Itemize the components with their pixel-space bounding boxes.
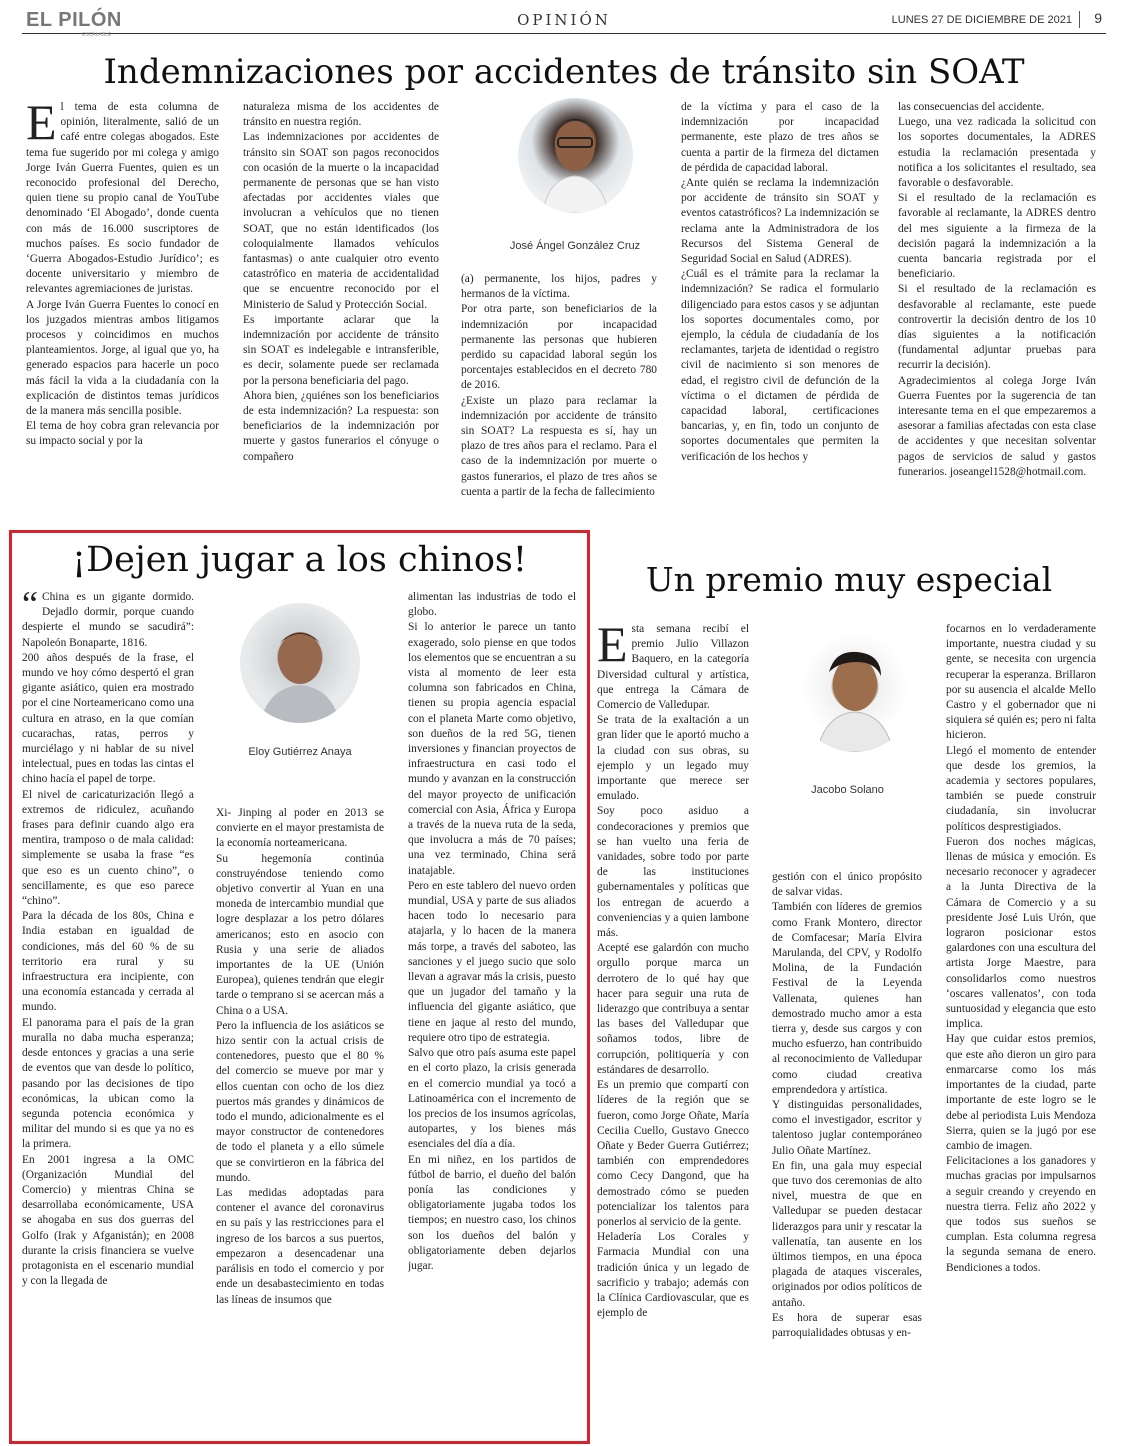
article3-dropcap: E — [597, 622, 628, 672]
article1-title: Indemnizaciones por accidentes de tránsito sin SOAT — [103, 52, 1025, 92]
paragraph: El nivel de caricaturización llegó a extremos de ridiculez, acuñando frases para definir cuando algo era mentira, tramposo o de mala calidad: simplemente se usaba la frase “es que eso es un cuento chino”, o sencillamente, es que eso parece “chino”. — [22, 788, 194, 908]
paragraph: Su hegemonía continúa construyéndose teniendo como objetivo convertir al Yuan en una moneda de intercambio mundial que logre desplazar a los petro dólares americanos; esto en asocio con Rusia y una serie de aliados importantes de la UE (Unión Europea), quienes tendrán que elegir tarde o temprano si se acercan más a China o a USA. — [216, 852, 384, 1017]
paragraph: Las medidas adoptadas para contener el avance del coronavirus en su país y las restricciones para el ingreso de los barcos a sus puertos, empezaron a desencadenar una parálisis en todo el comercio y por ende un desabastecimiento en todas las líneas de insumos que — [216, 1187, 384, 1306]
article2-author: Eloy Gutiérrez Anaya — [248, 746, 352, 758]
page-header — [22, 6, 1106, 38]
article1-column-4 — [681, 100, 879, 522]
issue-date: LUNES 27 DE DICIEMBRE DE 2021 — [891, 14, 1072, 26]
logo-tagline: ESCALABLE — [82, 32, 112, 38]
paragraph: También con líderes de gremios como Frank Montero, director de Comfacesar; María Elvira Marulanda, del CPV, y Rodolfo Molina, de la Fundación Festival de la Leyenda Vallenata, quienes han demostrado mucho amor a esta tierra y, desde sus cargos y con mucho esfuerzo, han contribuido al reconocimiento de Valledupar como ciudad creativa emprendedora y artística. — [772, 901, 922, 1096]
portrait-icon — [240, 603, 360, 723]
paragraph: Acepté ese galardón con mucho orgullo porque marca un derrotero de lo qué hay que hacer para seguir una ruta de liderazgo que contribuya a sentar las bases del Valledupar que soñamos todos, libre de corrupción, politiquería y con estándares de desarrollo. — [597, 942, 749, 1076]
paragraph: Xi- Jinping al poder en 2013 se convierte en el mayor prestamista de la economía norteamericana. — [216, 807, 384, 850]
paragraph: ¿Existe un plazo para reclamar la indemnización por accidente de tránsito sin SOAT? La respuesta es sí, hay un plazo de tres años para el reclamo. Para el caso de la indemnización por muerte o gastos funerarios, el plazo de tres años se cuenta a partir de la fecha de fallecimiento — [461, 394, 657, 498]
paragraph: Para la década de los 80s, China e India estaban en igualdad de condiciones, más del 60 % de su territorio era rural y su infraestructura era incipiente, con una economía estancada y cerrada al mundo. — [22, 910, 194, 1014]
article3-title: Un premio muy especial — [645, 560, 1053, 599]
paragraph: Hay que cuidar estos premios, que este año dieron un giro para enmarcarse como los más importantes de la ciudad, parte importante de este logro se le debe al periodista Luis Mendoza Sierra, quien se la jugó por ese cambio de imagen. — [946, 1033, 1096, 1152]
quote-mark-icon: “ — [22, 590, 38, 624]
paragraph: ¿Cuál es el trámite para la reclamar la indemnización? Se radica el formulario diligenciado para estos casos y se adjuntan los soportes documentales como, por ejemplo, la cédula de ciudadanía de los reclamantes, tarjeta de identidad o registro civil de nacimiento si son menores de edad, el registro civil de defunción de la víctima o el dictamen de pérdida de capacidad laboral, certificaciones bancarias, y, en fin, todo un conjunto de soportes documentales que permiten la verificación de los hechos y — [681, 268, 879, 463]
paragraph: El tema de hoy cobra gran relevancia por su impacto social y por la — [26, 420, 219, 448]
author-photo-eloy — [240, 603, 360, 723]
paragraph: (a) permanente, los hijos, padres y hermanos de la víctima. — [461, 273, 657, 301]
article1-column-5 — [898, 100, 1096, 522]
paragraph: 200 años después de la frase, el mundo ve hoy cómo despertó el gran gigante asiático, quien era mostrado por el cine Norteamericano como una cultura en atraso, en la que comían cucarachas, ratas, perros y murciélago y ni hablar de su nivel intelectual, pues en todas las cintas el chino hacía el papel de torpe. — [22, 651, 194, 786]
page-number: 9 — [1094, 10, 1102, 26]
portrait-icon — [518, 98, 633, 213]
portrait-icon — [795, 632, 915, 752]
header-divider — [1079, 11, 1080, 28]
paragraph: Pero en este tablero del nuevo orden mundial, USA y parte de sus aliados hacen todo lo necesario para atajarla, y lo hacen de la manera más torpe, a través del saboteo, las sanciones y el juego sucio que solo llevan a agravar más la crisis, puesto que un jugador del tamaño y la influencia del gigante asiático, que tiene en jaque al resto del mundo, requiere otro tipo de estrategia. — [408, 879, 576, 1044]
paragraph: Fueron dos noches mágicas, llenas de música y emoción. Es necesario reconocer y agradecer a la Junta Directiva de la Cámara de Comercio y a su presidente José Luis Urón, que lograron posicionar estos galardones con una escultura del artista Jorge Maestre, para consolidarlos como nuestros ‘oscares vallenatos’, con toda suntuosidad y elegancia que esto implica. — [946, 835, 1096, 1031]
section-name: OPINIÓN — [517, 11, 611, 29]
paragraph: En mi niñez, en los partidos de fútbol de barrio, el dueño del balón ponía las condiciones y obligatoriamente jugaba todos los tiempos; en nuestro caso, los chinos son los dueños del balón y obligatoriamente deben dejarlos jugar. — [408, 1153, 576, 1272]
paragraph: Por otra parte, son beneficiarios de la indemnización por incapacidad permanente las personas que hubieren perdido su capacidad laboral según los porcentajes establecidos en el decreto 780 de 2016. — [461, 303, 657, 392]
article3-author: Jacobo Solano — [811, 784, 884, 796]
newspaper-logo: EL PILÓN — [26, 9, 122, 31]
article2-title: ¡Dejen jugar a los chinos! — [72, 540, 527, 580]
paragraph: Si lo anterior le parece un tanto exagerado, solo piense en que todos los elementos que se encuentran a su vista al momento de leer esta columna son fabricados en China, tienen su propia agencia espacial con el planeta Marte como objetivo, son dueños de la red 5G, tienen inversiones y financian proyectos de infraestructura en casi todo el mundo y avanzan en la construcción del mayor proyecto de unificación comercial con Asia, África y Europa a través de la nueva ruta de la seda, que involucra a más de 70 países; una vez terminado, China será inatajable. — [408, 621, 576, 877]
paragraph: ¿Ante quién se reclama la indemnización por accidente de tránsito sin SOAT y eventos catastróficos? La indemnización se reclama ante la Administradora de los Recursos del Sistema General de Seguridad Social en Salud (ADRES). — [681, 177, 879, 266]
article1-author: José Ángel González Cruz — [509, 240, 641, 252]
article1-column-1 — [26, 100, 219, 522]
paragraph: A Jorge Iván Guerra Fuentes lo conocí en los juzgados mientras ambos litigamos procesos y coincidimos en muchos planteamientos. Jorge, al igual que yo, ha generado espacios para hacerle un poco más fácil la vida a la ciudadanía con la explicación de distintos temas jurídicos de la manera más sencilla posible. — [26, 298, 219, 418]
article3-column-1 — [597, 622, 749, 1420]
article1-column-3 — [461, 272, 657, 522]
paragraph: Ahora bien, ¿quiénes son los beneficiarios de esta indemnización? La respuesta: son beneficiarios de la indemnización por muerte y gastos funerarios el cónyuge o compañero — [243, 389, 439, 463]
paragraph: las consecuencias del accidente. — [898, 101, 1045, 113]
paragraph: Se trata de la exaltación a un gran líder que le aportó mucho a la ciudad con sus obras, su ejemplo y un legado muy importante que merece ser emulado. — [597, 714, 749, 803]
paragraph: Felicitaciones a los ganadores y muchas gracias por impulsarnos a seguir creando y creyendo en nuestra tierra. Feliz año 2022 y que todos sus sueños se cumplan. Esta columna regresa la segunda semana de enero. Bendiciones a todos. — [946, 1155, 1096, 1274]
article1-column-2 — [243, 100, 439, 522]
paragraph: Y distinguidas personalidades, como el investigador, escritor y talentoso juglar contemporáneo Julio Oñate Martínez. — [772, 1099, 922, 1157]
paragraph: El panorama para el país de la gran muralla no daba mucha esperanza; desde entonces y gracias a una serie de eventos que van desde lo político, pasando por las decisiones de tipo económicas, la ubican como la segunda potencia económica y militar del mundo si es que ya no es la primera. — [22, 1016, 194, 1151]
paragraph: En fin, una gala muy especial que tuvo dos ceremonias de alto nivel, muestra de que en Valledupar se pueden destacar liderazgos para unir y rescatar la vallenatía, tan ausente en los últimos tiempos, en una época plagada de ataques viscerales, originados por odios políticos de antaño. — [772, 1159, 922, 1309]
author-photo-jacobo — [795, 632, 915, 752]
paragraph: Luego, una vez radicada la solicitud con los soportes documentales, la ADRES estudia la reclamación presentada y notifica a los solicitantes el resultado, sea favorable o desfavorable. — [898, 116, 1096, 190]
paragraph: En 2001 ingresa a la OMC (Organización Mundial del Comercio) y mientras China se desarrollaba económicamente, USA se ahogaba en sus dos guerras del Golfo (Irak y Afganistán); en 2008 durante la crisis financiera se vuelve protagonista en el escenario mundial y con la llegada de — [22, 1153, 194, 1288]
author-photo-jose-angel — [518, 98, 633, 213]
paragraph: l tema de esta columna de opinión, literalmente, salió de un café entre colegas abogados. Este tema fue sugerido por mi colega y amigo Jorge Iván Guerra Fuentes, quien es un reconocido profesional del Derecho, quien tiene su propio canal de YouTube denominado ‘El Abogado’, donde cuenta con más de 16.000 suscriptores de muchos países. Es socio fundador de ‘Guerra Abogados-Estudio Jurídico’; es docente universitario y miembro de relevantes agremiaciones de juristas. — [26, 101, 219, 296]
paragraph: de la víctima y para el caso de la indemnización por incapacidad permanente, este plazo de tres años se cuenta a partir de la firmeza del dictamen de pérdida de capacidad laboral. — [681, 101, 879, 174]
paragraph: Es importante aclarar que la indemnización por accidente de tránsito sin SOAT es indelegable e intransferible, es decir, solamente puede ser reclamada por la persona beneficiaria del pago. — [243, 313, 439, 387]
article2-column-3 — [408, 590, 576, 1420]
article3-column-3 — [946, 622, 1096, 1420]
article1-dropcap: E — [26, 100, 57, 150]
paragraph: Llegó el momento de entender que desde los gremios, la academia y sectores populares, también se puede construir ciudadanía, sin involucrar políticos desprestigiados. — [946, 744, 1096, 833]
paragraph: focarnos en lo verdaderamente importante, nuestra ciudad y su gente, se necesita con urgencia recuperar la esperanza. Brillaron por su ausencia el alcalde Mello Castro y el gobernador que ni siquiera sé quién es; pero ni falta hicieron. — [946, 623, 1096, 742]
paragraph: Agradecimientos al colega Jorge Iván Guerra Fuentes por la sugerencia de tan interesante tema en el que empezaremos a asesorar a familias afectadas con esta clase de accidentes y que necesitan solventar pagos de servicios de salud y gastos funerarios. joseangel1528@hotmail.com. — [898, 374, 1096, 478]
article3-column-2 — [772, 870, 922, 1420]
article2-column-2 — [216, 806, 384, 1420]
paragraph: Pero la influencia de los asiáticos se hizo sentir con la actual crisis de contenedores, puesto que el 80 % del comercio se mueve por mar y ellos cuentan con ocho de los diez puertos más grandes y dinámicos de todo el mundo, adicionalmente es el mayor constructor de contenedores de todo el planeta y a ello súmele que se convirtieron en la fábrica del mundo. — [216, 1019, 384, 1184]
paragraph: China es un gigante dormido. Dejadlo dormir, porque cuando despierte el mundo se sacudirá”: Napoleón Bonaparte, 1816. — [22, 591, 194, 649]
paragraph: Es hora de superar esas parroquialidades obtusas y en- — [772, 1311, 922, 1340]
paragraph: naturaleza misma de los accidentes de tránsito en nuestra región. — [243, 101, 439, 129]
article2-column-1 — [22, 590, 194, 1420]
paragraph: sta semana recibí el premio Julio Villazon Baquero, en la categoría Diversidad cultural y artística, que entrega la Cámara de Comercio de Valledupar. — [597, 623, 749, 712]
paragraph: alimentan las industrias de todo el globo. — [408, 591, 576, 619]
paragraph: Las indemnizaciones por accidentes de tránsito sin SOAT son pagos reconocidos con ocasión de la muerte o la incapacidad permanente de personas que se han visto afectadas por accidentes viales que involucran a vehículos que no tienen SOAT, que no están identificados (los coloquialmente llamados vehículos fantasmas) o ante cualquier otro evento catastrófico en materia de accidentalidad que se encuentre reconocido por el Ministerio de Salud y Protección Social. — [243, 131, 439, 311]
paragraph: Si el resultado de la reclamación es favorable al reclamante, la ADRES dentro del mes siguiente a la firmeza de la decisión pagará la indemnización a la cuenta bancaria registrada por el beneficiario. — [898, 192, 1096, 281]
paragraph: Es un premio que compartí con líderes de la región que se fueron, como Jorge Oñate, María Cecilia Cuello, Gustavo Gnecco Oñate y Beder Guerra Gutiérrez; también con emprendedores como Cecy Dangond, que ha demostrado cómo se pueden potencializar los talentos para ponerlos al servicio de la gente. — [597, 1079, 749, 1228]
paragraph: Salvo que otro país asuma este papel en el corto plazo, la crisis generada en el comercio mundial ya tocó a Latinoamérica con el incremento de los precios de los insumos agrícolas, autopartes, y los bienes más esenciales del día a día. — [408, 1047, 576, 1151]
paragraph: Si el resultado de la reclamación es desfavorable al reclamante, este puede controvertir la decisión dentro de los 10 días siguientes a la notificación (fundamental adjuntar pruebas para recurrir la decisión). — [898, 283, 1096, 372]
paragraph: Heladería Los Corales y Farmacia Mundial con una tradición única y un legado de sacrificio y trabajo; además con la Clínica Cardiovascular, que es ejemplo de — [597, 1231, 749, 1320]
paragraph: gestión con el único propósito de salvar vidas. — [772, 871, 922, 899]
paragraph: Soy poco asiduo a condecoraciones y premios que se han vuelto una feria de vanidades, sobre todo por parte de las instituciones gubernamentales y políticas que los entregan de acuerdo a conveniencias y a quien lambone más. — [597, 805, 749, 940]
